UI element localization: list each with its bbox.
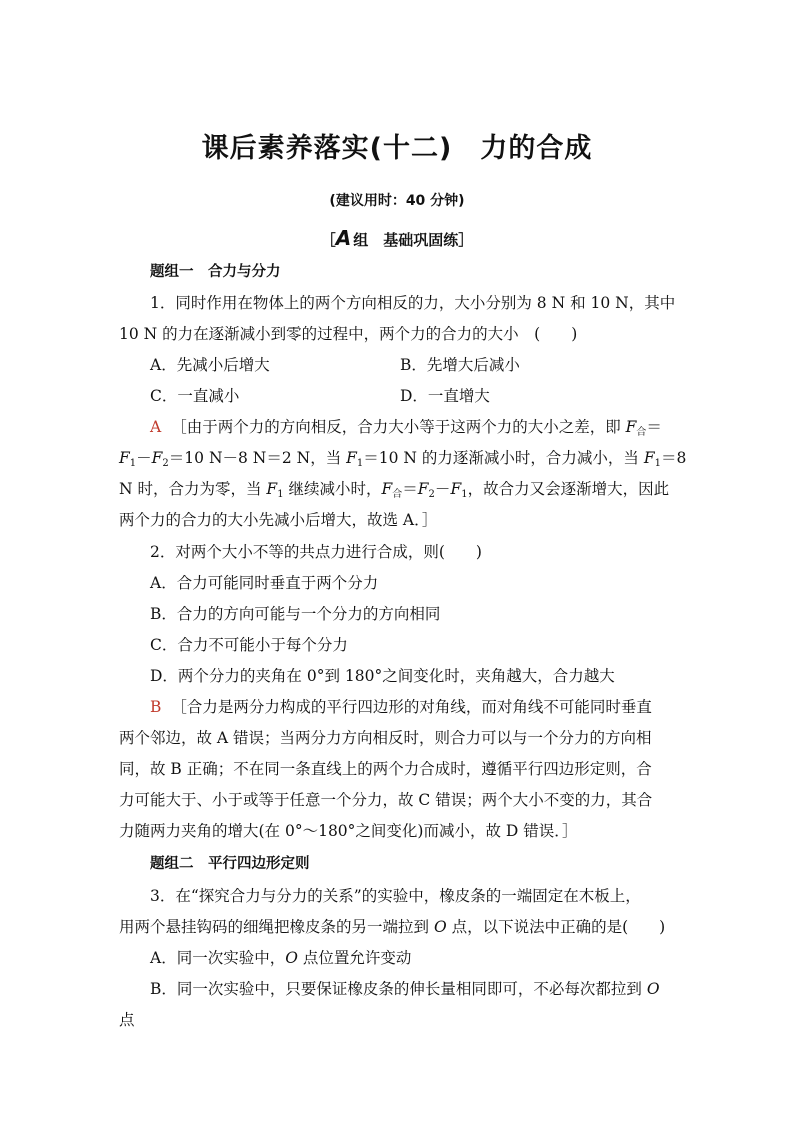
topic-heading-1: 题组一 合力与分力 — [150, 264, 281, 280]
q1-exp-text: ，故合力又会逐渐增大，因此 — [467, 480, 670, 498]
symbol-F: F — [450, 480, 462, 498]
q2-explanation-line3: 同，故 B 正确；不在同一条直线上的两个力合成时，遵循平行四边形定则，合 — [119, 760, 652, 778]
subscript-he: 合 — [636, 427, 647, 438]
q2-option-b: B．合力的方向可能与一个分力的方向相同 — [150, 605, 441, 623]
q3-option-text: A．同一次实验中， — [150, 949, 286, 967]
subscript-1: 1 — [356, 458, 364, 469]
topic-heading-2: 题组二 平行四边形定则 — [150, 856, 310, 872]
q3-stem-line1: 3．在“探究合力与分力的关系”的实验中，橡皮条的一端固定在木板上， — [150, 887, 641, 905]
q3-option-b-wrap: 点 — [119, 1011, 135, 1029]
group-letter: A — [335, 226, 352, 250]
bracket-close: ］ — [458, 231, 474, 249]
q1-explanation-line4: 两个力的合力的大小先减小后增大，故选 A．］ — [119, 511, 438, 529]
subscript-1: 1 — [461, 489, 468, 500]
q2-explanation-line2: 两个邻边，故 A 错误；当两分力方向相反时，则合力可以与一个分力的方向相 — [119, 729, 652, 747]
equals-sign: ＝ — [402, 480, 418, 498]
symbol-O: O — [646, 980, 660, 998]
subscript-he: 合 — [392, 489, 403, 500]
bracket-open: ［ — [320, 231, 336, 249]
q1-exp-text: ＝10 N－8 N＝2 N，当 — [168, 449, 347, 467]
suggested-time: (建议用时：40 分钟) — [329, 193, 465, 209]
minus-sign: － — [136, 449, 152, 467]
q2-stem: 2．对两个大小不等的共点力进行合成，则( ) — [150, 543, 482, 561]
subscript-1: 1 — [277, 489, 284, 500]
equals-sign: ＝ — [646, 418, 662, 436]
symbol-F: F — [119, 449, 130, 467]
q1-exp-text: 继续减小时， — [283, 480, 382, 498]
q1-option-d: D．一直增大 — [400, 387, 490, 405]
q2-option-d: D．两个分力的夹角在 0°到 180°之间变化时，夹角越大，合力越大 — [150, 667, 615, 685]
q1-exp-text: ［由于两个力的方向相反，合力大小等于这两个力的大小之差，即 — [171, 418, 626, 436]
symbol-F: F — [151, 449, 163, 467]
q2-exp-text: ［合力是两分力构成的平行四边形的对角线，而对角线不可能同时垂直 — [171, 698, 652, 716]
q3-option-text: 点位置允许变动 — [297, 949, 412, 967]
symbol-F: F — [625, 418, 637, 436]
q1-option-b: B．先增大后减小 — [400, 356, 520, 374]
q1-stem-line1: 1．同时作用在物体上的两个方向相反的力，大小分别为 8 N 和 10 N，其中 — [150, 294, 676, 312]
q1-exp-text: N 时，合力为零，当 — [119, 480, 267, 498]
symbol-O: O — [285, 949, 298, 967]
minus-sign: － — [434, 480, 451, 498]
group-label: 组 基础巩固练 — [353, 231, 459, 249]
symbol-O: O — [433, 918, 447, 936]
q2-answer: B — [150, 698, 162, 716]
q1-option-c: C．一直减小 — [150, 387, 240, 405]
symbol-F: F — [643, 449, 655, 467]
symbol-F: F — [346, 449, 357, 467]
q1-explanation-line1 — [150, 415, 662, 438]
q1-exp-text: ＝10 N 的力逐渐减小时，合力减小，当 — [363, 449, 644, 467]
q1-option-a: A．先减小后增大 — [150, 356, 270, 374]
q3-stem-text: 点，以下说法中正确的是( ) — [446, 918, 666, 936]
q3-option-b — [150, 977, 660, 999]
page-title: 课后素养落实(十二) 力的合成 — [201, 133, 593, 164]
q3-stem-line2 — [119, 915, 665, 937]
symbol-F: F — [266, 480, 278, 498]
q1-stem-line2: 10 N 的力在逐渐减小到零的过程中，两个力的合力的大小 ( ) — [119, 325, 578, 343]
subscript-1: 1 — [654, 458, 661, 469]
q2-explanation-line5: 力随两力夹角的增大(在 0°～180°之间变化)而减小，故 D 错误．］ — [119, 822, 578, 840]
q2-explanation-line1 — [150, 695, 652, 717]
q2-explanation-line4: 力可能大于、小于或等于任意一个分力，故 C 错误；两个大小不变的力，其合 — [119, 791, 653, 809]
q2-option-c: C．合力不可能小于每个分力 — [150, 636, 348, 654]
symbol-F: F — [417, 480, 429, 498]
q3-stem-text: 用两个悬挂钩码的细绳把橡皮条的另一端拉到 — [119, 918, 434, 936]
subscript-1: 1 — [129, 458, 137, 469]
q1-explanation-line2 — [119, 446, 686, 469]
q1-answer: A — [150, 418, 162, 436]
q1-explanation-line3 — [119, 477, 669, 500]
subscript-2: 2 — [428, 489, 435, 500]
subscript-2: 2 — [162, 458, 169, 469]
q1-exp-text: ＝8 — [661, 449, 687, 467]
q3-option-text: B．同一次实验中，只要保证橡皮条的伸长量相同即可，不必每次都拉到 — [150, 980, 647, 998]
q3-option-a — [150, 946, 411, 968]
symbol-F: F — [381, 480, 393, 498]
group-heading — [0, 226, 794, 250]
q2-option-a: A．合力可能同时垂直于两个分力 — [150, 574, 379, 592]
